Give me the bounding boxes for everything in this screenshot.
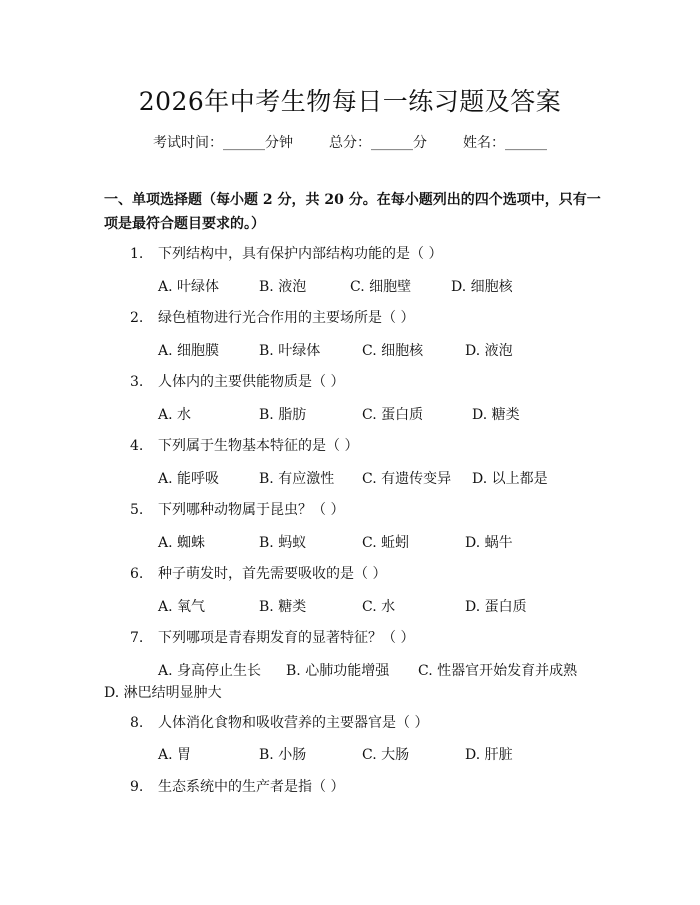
question-9 xyxy=(130,776,344,796)
total-score-field: 总分：______分 xyxy=(329,135,427,151)
option-c: C. 大肠 xyxy=(362,747,410,763)
question-number: 2. xyxy=(130,310,144,326)
question-number: 5. xyxy=(130,502,144,518)
exam-time-field: 考试时间：______分钟 xyxy=(153,135,293,151)
question-7-option-d-wrapped xyxy=(104,682,222,702)
option-d: D. 糖类 xyxy=(472,407,520,423)
question-text: 下列哪项是青春期发育的显著特征？（ ） xyxy=(158,630,415,646)
question-number: 1. xyxy=(130,246,144,262)
question-text: 人体内的主要供能物质是（ ） xyxy=(158,374,345,390)
question-number: 9. xyxy=(130,779,144,795)
option-b: B. 糖类 xyxy=(259,599,307,615)
option-c: C. 水 xyxy=(362,599,396,615)
option-a: A. 蜘蛛 xyxy=(158,535,206,551)
option-d: D. 蜗牛 xyxy=(465,535,513,551)
question-text: 人体消化食物和吸收营养的主要器官是（ ） xyxy=(158,715,429,731)
page-title: 2026年中考生物每日一练习题及答案 xyxy=(138,87,562,116)
option-c: C. 蚯蚓 xyxy=(362,535,410,551)
question-6 xyxy=(130,563,386,583)
option-a: A. 能呼吸 xyxy=(158,471,220,487)
question-1 xyxy=(130,243,442,263)
option-a: A. 胃 xyxy=(158,747,192,763)
option-b: B. 叶绿体 xyxy=(259,343,321,359)
option-d: D. 以上都是 xyxy=(472,471,548,487)
question-text: 种子萌发时，首先需要吸收的是（ ） xyxy=(158,566,387,582)
option-b: B. 脂肪 xyxy=(259,407,307,423)
option-a: A. 身高停止生长 xyxy=(158,663,262,679)
option-d: D. 淋巴结明显肿大 xyxy=(104,685,222,701)
exam-info-line xyxy=(0,132,700,152)
question-2 xyxy=(130,307,414,327)
option-b: B. 蚂蚁 xyxy=(259,535,307,551)
question-8 xyxy=(130,712,428,732)
option-d: D. 细胞核 xyxy=(451,279,513,295)
option-d: D. 蛋白质 xyxy=(465,599,527,615)
option-b: B. 有应激性 xyxy=(259,471,335,487)
option-a: A. 细胞膜 xyxy=(158,343,220,359)
option-c: C. 有遗传变异 xyxy=(362,471,452,487)
option-c: C. 蛋白质 xyxy=(362,407,424,423)
question-5 xyxy=(130,499,344,519)
option-c: C. 细胞壁 xyxy=(350,279,412,295)
option-a: A. 氧气 xyxy=(158,599,206,615)
option-a: A. 叶绿体 xyxy=(158,279,220,295)
question-3 xyxy=(130,371,344,391)
question-text: 下列哪种动物属于昆虫？（ ） xyxy=(158,502,345,518)
option-d: D. 肝脏 xyxy=(465,747,513,763)
option-c: C. 性器官开始发育并成熟 xyxy=(418,663,578,679)
question-7 xyxy=(130,627,414,647)
question-number: 6. xyxy=(130,566,144,582)
option-b: B. 心肺功能增强 xyxy=(286,663,390,679)
option-c: C. 细胞核 xyxy=(362,343,424,359)
question-text: 绿色植物进行光合作用的主要场所是（ ） xyxy=(158,310,415,326)
option-d: D. 液泡 xyxy=(465,343,513,359)
question-text: 下列结构中，具有保护内部结构功能的是（ ） xyxy=(158,246,443,262)
question-text: 下列属于生物基本特征的是（ ） xyxy=(158,438,359,454)
question-number: 3. xyxy=(130,374,144,390)
question-number: 8. xyxy=(130,715,144,731)
section-heading: 一、单项选择题（每小题 2 分，共 20 分。在每小题列出的四个选项中，只有一项是最符合题目要求的。） xyxy=(104,192,601,232)
question-number: 7. xyxy=(130,630,144,646)
option-b: B. 液泡 xyxy=(259,279,307,295)
option-b: B. 小肠 xyxy=(259,747,307,763)
question-text: 生态系统中的生产者是指（ ） xyxy=(158,779,345,795)
option-a: A. 水 xyxy=(158,407,192,423)
question-4 xyxy=(130,435,358,455)
question-number: 4. xyxy=(130,438,144,454)
student-name-field: 姓名：______ xyxy=(463,135,547,151)
